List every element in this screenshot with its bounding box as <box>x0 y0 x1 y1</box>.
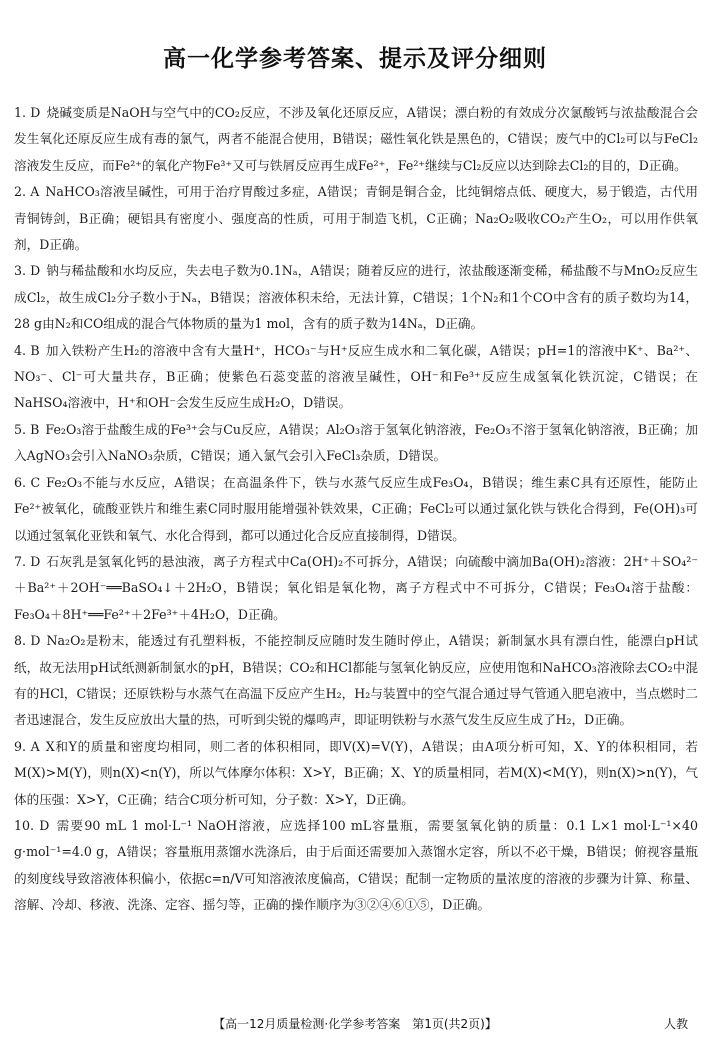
answer-key: 2. A <box>14 184 40 200</box>
answer-item-1 <box>14 100 698 179</box>
answer-explanation: Fe₂O₃溶于盐酸生成的Fe³⁺会与Cu反应，A错误；Al₂O₃溶于氢氧化钠溶液，Fe₂O₃不溶于氢氧化钠溶液，B正确；加入AgNO₃会引入NaNO₃杂质，C错误；通入氯气会引入FeCl₃杂质，D错误。 <box>14 421 698 464</box>
answer-item-4 <box>14 338 698 417</box>
answer-key: 9. A <box>14 738 40 754</box>
answer-key: 1. D <box>14 105 41 120</box>
answer-key: 7. D <box>14 553 41 569</box>
answer-key: 10. D <box>14 817 50 833</box>
answer-explanation: Na₂O₂是粉末，能透过有孔塑料板，不能控制反应随时发生随时停止，A错误；新制氯水具有漂白性，能漂白pH试纸，故无法用pH试纸测新制氯水的pH，B错误；CO₂和HCl都能与氢氧化钠反应，应使用饱和NaHCO₃溶液除去CO₂中混有的HCl，C错误；还原铁粉与水蒸气在高温下反应产生H₂，H₂与装置中的空气混合通过导气管通入肥皂液中，当点燃时二者迅速混合，发生反应放出大量的热，可听到尖锐的爆鸣声，即证明铁粉与水蒸气发生反应生成了H₂，D正确。 <box>14 633 698 728</box>
answer-item-2 <box>14 179 698 258</box>
answer-key: 8. D <box>14 633 41 649</box>
answer-explanation: X和Y的质量和密度均相同，则二者的体积相同，即V(X)=V(Y)，A错误；由A项分析可知，X、Y的体积相同，若M(X)>M(Y)，则n(X)<n(Y)，所以气体摩尔体积：X>Y，B正确；X、Y的质量相同，若M(X)<M(Y)，则n(X)>n(Y)，气体的压强：X>Y，C正确；结合C项分析可知，分子数：X>Y，D正确。 <box>14 738 698 807</box>
footer-page-info: 【高一12月质量检测·化学参考答案 第1页(共2页)】 <box>213 1017 497 1031</box>
answer-explanation: 烧碱变质是NaOH与空气中的CO₂反应，不涉及氧化还原反应，A错误；漂白粉的有效成分次氯酸钙与浓盐酸混合会发生氧化还原反应生成有毒的氯气，两者不能混合使用，B错误；磁性氧化铁是黑色的，C错误；废气中的Cl₂可以与FeCl₂溶液发生反应，而Fe²⁺的氧化产物Fe³⁺又可与铁屑反应再生成Fe²⁺，Fe²⁺继续与Cl₂反应以达到除去Cl₂的目的，D正确。 <box>14 105 698 173</box>
answer-key: 6. C <box>14 474 41 490</box>
answer-key: 3. D <box>14 263 41 279</box>
answer-item-6 <box>14 470 698 549</box>
answer-item-9 <box>14 734 698 813</box>
answer-explanation: 石灰乳是氢氧化钙的悬浊液，离子方程式中Ca(OH)₂不可拆分，A错误；向硫酸中滴加Ba(OH)₂溶液：2H⁺＋SO₄²⁻＋Ba²⁺＋2OH⁻══BaSO₄↓＋2H₂O，B错误；氧化铝是氧化物，离子方程式中不可拆分，C错误；Fe₃O₄溶于盐酸：Fe₃O₄＋8H⁺══Fe²⁺＋2Fe³⁺＋4H₂O，D正确。 <box>14 553 698 622</box>
answer-explanation: 加入铁粉产生H₂的溶液中含有大量H⁺，HCO₃⁻与H⁺反应生成水和二氧化碳，A错误；pH=1的溶液中K⁺、Ba²⁺、NO₃⁻、Cl⁻可大量共存，B正确；使紫色石蕊变蓝的溶液呈碱性，OH⁻和Fe³⁺反应生成氢氧化铁沉淀，C错误；在NaHSO₄溶液中，H⁺和OH⁻会发生反应生成H₂O，D错误。 <box>14 342 698 411</box>
page-footer <box>0 1013 710 1035</box>
page-title: 高一化学参考答案、提示及评分细则 <box>163 46 547 72</box>
answer-explanation: NaHCO₃溶液呈碱性，可用于治疗胃酸过多症，A错误；青铜是铜合金，比纯铜熔点低、硬度大，易于锻造，古代用青铜铸剑，B正确；硬铝具有密度小、强度高的性质，可用于制造飞机，C正确；Na₂O₂吸收CO₂产生O₂，可以用作供氧剂，D正确。 <box>14 184 698 253</box>
answer-item-8 <box>14 628 698 734</box>
answer-explanation: Fe₂O₃不能与水反应，A错误；在高温条件下，铁与水蒸气反应生成Fe₃O₄，B错误；维生素C具有还原性，能防止Fe²⁺被氧化，硫酸亚铁片和维生素C同时服用能增强补铁效果，C正确；FeCl₂可以通过氯化铁与铁化合得到，Fe(OH)₃可以通过氢氧化亚铁和氧气、水化合得到，都可以通过化合反应直接制得，D错误。 <box>14 474 698 543</box>
answer-item-5 <box>14 417 698 470</box>
footer-edition: 人教 <box>663 1017 688 1031</box>
answer-item-7 <box>14 549 698 628</box>
answer-explanation: 钠与稀盐酸和水均反应，失去电子数为0.1Nₐ，A错误；随着反应的进行，浓盐酸逐渐变稀，稀盐酸不与MnO₂反应生成Cl₂，故生成Cl₂分子数小于Nₐ，B错误；溶液体积未给，无法计算，C错误；1个N₂和1个CO中含有的质子数均为14，28 g由N₂和CO组成的混合气体物质的量为1 mol，含有的质子数为14Nₐ，D正确。 <box>14 263 698 332</box>
answer-item-10 <box>14 813 698 919</box>
answer-list <box>14 100 698 919</box>
answer-explanation: 需要90 mL 1 mol·L⁻¹ NaOH溶液，应选择100 mL容量瓶，需要氢氧化钠的质量：0.1 L×1 mol·L⁻¹×40 g·mol⁻¹=4.0 g，A错误；容量瓶用蒸馏水洗涤后，由于后面还需要加入蒸馏水定容，所以不必干燥，B错误；俯视容量瓶的刻度线导致溶液体积偏小，依据c=n/V可知溶液浓度偏高，C错误；配制一定物质的量浓度的溶液的步骤为计算、称量、溶解、冷却、移液、洗涤、定容、摇匀等，正确的操作顺序为③②④⑥①⑤，D正确。 <box>14 817 698 913</box>
answer-item-3 <box>14 258 698 337</box>
answer-key: 5. B <box>14 421 40 437</box>
answer-key: 4. B <box>14 342 40 358</box>
